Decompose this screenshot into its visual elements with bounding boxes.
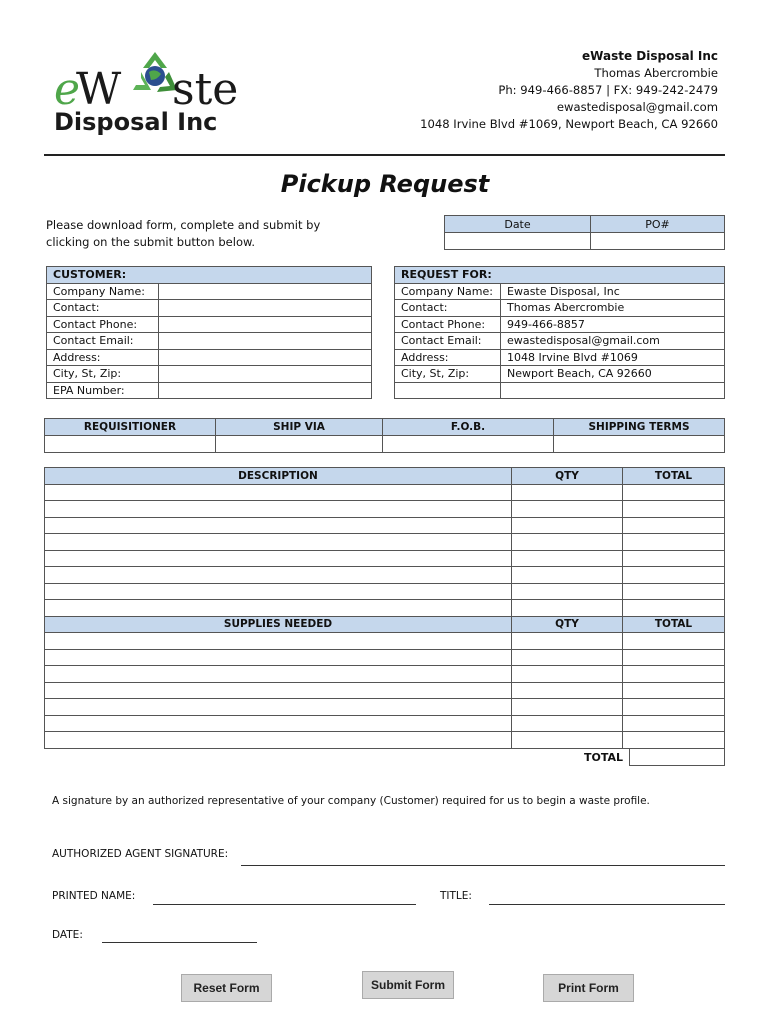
- customer-field-label: Contact Email:: [47, 333, 159, 350]
- supply-description-cell[interactable]: [45, 633, 512, 650]
- supplies-needed-header: SUPPLIES NEEDED: [45, 616, 512, 633]
- item-row: [45, 484, 725, 501]
- customer-header: CUSTOMER:: [47, 267, 372, 284]
- customer-row: [47, 382, 372, 399]
- customer-field-input[interactable]: [159, 300, 372, 317]
- request-for-row: [395, 366, 725, 383]
- supply-row: [45, 666, 725, 683]
- supply-qty-cell[interactable]: [512, 715, 623, 732]
- printed-name-line[interactable]: [153, 904, 416, 905]
- item-description-cell[interactable]: [45, 534, 512, 551]
- customer-field-label: Address:: [47, 349, 159, 366]
- company-info: [420, 48, 718, 133]
- customer-field-input[interactable]: [159, 333, 372, 350]
- customer-field-label: Company Name:: [47, 283, 159, 300]
- customer-row: [47, 316, 372, 333]
- customer-field-label: Contact Phone:: [47, 316, 159, 333]
- request-for-field-value[interactable]: ewastedisposal@gmail.com: [501, 333, 725, 350]
- requisitioner-field[interactable]: [45, 436, 216, 453]
- request-for-table: [394, 266, 725, 399]
- po-field[interactable]: [591, 233, 725, 250]
- request-for-row: [395, 333, 725, 350]
- supply-row: [45, 732, 725, 749]
- request-for-field-value[interactable]: Ewaste Disposal, Inc: [501, 283, 725, 300]
- request-for-field-label: City, St, Zip:: [395, 366, 501, 383]
- item-qty-cell[interactable]: [512, 501, 623, 518]
- item-total-cell[interactable]: [623, 600, 725, 617]
- agent-signature-label: AUTHORIZED AGENT SIGNATURE:: [52, 848, 229, 860]
- customer-row: [47, 366, 372, 383]
- customer-field-input[interactable]: [159, 366, 372, 383]
- item-description-cell[interactable]: [45, 517, 512, 534]
- request-for-field-value[interactable]: 1048 Irvine Blvd #1069: [501, 349, 725, 366]
- supply-row: [45, 633, 725, 650]
- item-qty-cell[interactable]: [512, 517, 623, 534]
- company-name: eWaste Disposal Inc: [582, 49, 718, 63]
- customer-field-label: EPA Number:: [47, 382, 159, 399]
- supplies-qty-header: QTY: [512, 616, 623, 633]
- item-row: [45, 600, 725, 617]
- date-field[interactable]: [445, 233, 591, 250]
- request-for-row: [395, 382, 725, 399]
- customer-field-input[interactable]: [159, 316, 372, 333]
- customer-row: [47, 349, 372, 366]
- supply-qty-cell[interactable]: [512, 666, 623, 683]
- supply-row: [45, 649, 725, 666]
- supply-total-cell[interactable]: [623, 666, 725, 683]
- grand-total-label: TOTAL: [584, 750, 624, 764]
- fob-field[interactable]: [383, 436, 554, 453]
- qty-header: QTY: [512, 468, 623, 485]
- logo-letter-w: W: [76, 64, 122, 115]
- customer-field-input[interactable]: [159, 283, 372, 300]
- requisitioner-header: REQUISITIONER: [45, 419, 216, 436]
- request-for-row: [395, 349, 725, 366]
- supply-qty-cell[interactable]: [512, 649, 623, 666]
- item-qty-cell[interactable]: [512, 550, 623, 567]
- supply-total-cell[interactable]: [623, 715, 725, 732]
- item-description-cell[interactable]: [45, 583, 512, 600]
- supply-total-cell[interactable]: [623, 682, 725, 699]
- item-row: [45, 517, 725, 534]
- po-header: PO#: [591, 216, 725, 233]
- supply-qty-cell[interactable]: [512, 732, 623, 749]
- logo-letters-ste: ste: [172, 64, 239, 115]
- ship-via-header: SHIP VIA: [216, 419, 383, 436]
- company-address: 1048 Irvine Blvd #1069, Newport Beach, CA 92660: [420, 117, 718, 131]
- supply-description-cell[interactable]: [45, 732, 512, 749]
- shipping-terms-field[interactable]: [554, 436, 725, 453]
- request-for-field-value[interactable]: [501, 382, 725, 399]
- supply-row: [45, 682, 725, 699]
- items-table: [44, 467, 725, 749]
- supply-total-cell[interactable]: [623, 633, 725, 650]
- supply-qty-cell[interactable]: [512, 633, 623, 650]
- item-qty-cell[interactable]: [512, 567, 623, 584]
- company-contact: Thomas Abercrombie: [594, 66, 718, 80]
- customer-table: [46, 266, 372, 399]
- request-for-row: [395, 283, 725, 300]
- customer-field-label: Contact:: [47, 300, 159, 317]
- date-po-table: [444, 215, 725, 250]
- request-for-field-label: [395, 382, 501, 399]
- submit-form-button[interactable]: Submit Form: [362, 971, 454, 999]
- customer-field-input[interactable]: [159, 382, 372, 399]
- reset-form-button[interactable]: Reset Form: [181, 974, 272, 1002]
- signature-note: A signature by an authorized representative of your company (Customer) required for us to begin a waste profile.: [52, 795, 650, 807]
- supply-description-cell[interactable]: [45, 699, 512, 716]
- supply-row: [45, 715, 725, 732]
- total-header: TOTAL: [623, 468, 725, 485]
- recycle-icon: [133, 52, 177, 92]
- printed-name-label: PRINTED NAME:: [52, 890, 136, 902]
- item-qty-cell[interactable]: [512, 534, 623, 551]
- grand-total-table: [578, 748, 725, 766]
- request-for-field-value[interactable]: Newport Beach, CA 92660: [501, 366, 725, 383]
- item-row: [45, 550, 725, 567]
- grand-total-field[interactable]: [630, 749, 725, 766]
- supply-description-cell[interactable]: [45, 666, 512, 683]
- supply-qty-cell[interactable]: [512, 699, 623, 716]
- request-for-field-label: Address:: [395, 349, 501, 366]
- logo-disposal-inc: Disposal Inc: [54, 108, 218, 136]
- description-header: DESCRIPTION: [45, 468, 512, 485]
- customer-field-input[interactable]: [159, 349, 372, 366]
- ship-via-field[interactable]: [216, 436, 383, 453]
- customer-row: [47, 283, 372, 300]
- supply-row: [45, 699, 725, 716]
- request-for-row: [395, 316, 725, 333]
- header-divider: [44, 154, 725, 156]
- item-total-cell[interactable]: [623, 567, 725, 584]
- supply-total-cell[interactable]: [623, 699, 725, 716]
- request-for-field-label: Company Name:: [395, 283, 501, 300]
- request-for-row: [395, 300, 725, 317]
- date-header: Date: [445, 216, 591, 233]
- item-description-cell[interactable]: [45, 484, 512, 501]
- date-line[interactable]: [102, 942, 257, 943]
- shipping-table: [44, 418, 725, 453]
- customer-row: [47, 300, 372, 317]
- item-description-cell[interactable]: [45, 501, 512, 518]
- item-row: [45, 583, 725, 600]
- supply-description-cell[interactable]: [45, 649, 512, 666]
- company-email: ewastedisposal@gmail.com: [556, 100, 718, 114]
- item-total-cell[interactable]: [623, 534, 725, 551]
- item-total-cell[interactable]: [623, 484, 725, 501]
- item-row: [45, 501, 725, 518]
- print-form-button[interactable]: Print Form: [543, 974, 634, 1002]
- item-qty-cell[interactable]: [512, 583, 623, 600]
- logo-letter-e: e: [54, 64, 81, 115]
- supply-description-cell[interactable]: [45, 715, 512, 732]
- form-title: Pickup Request: [280, 170, 490, 198]
- shipping-terms-header: SHIPPING TERMS: [554, 419, 725, 436]
- supply-qty-cell[interactable]: [512, 682, 623, 699]
- title-line[interactable]: [489, 904, 725, 905]
- request-for-field-label: Contact Phone:: [395, 316, 501, 333]
- supplies-header-row: [45, 616, 725, 633]
- request-for-field-value[interactable]: 949-466-8857: [501, 316, 725, 333]
- company-phone-fax: Ph: 949-466-8857 | FX: 949-242-2479: [498, 83, 718, 97]
- supplies-total-header: TOTAL: [623, 616, 725, 633]
- instructions-text: Please download form, complete and submit by clicking on the submit button below.: [46, 218, 321, 249]
- request-for-field-value[interactable]: Thomas Abercrombie: [501, 300, 725, 317]
- item-total-cell[interactable]: [623, 583, 725, 600]
- supply-total-cell[interactable]: [623, 649, 725, 666]
- item-total-cell[interactable]: [623, 517, 725, 534]
- customer-field-label: City, St, Zip:: [47, 366, 159, 383]
- fob-header: F.O.B.: [383, 419, 554, 436]
- item-qty-cell[interactable]: [512, 484, 623, 501]
- item-qty-cell[interactable]: [512, 600, 623, 617]
- customer-row: [47, 333, 372, 350]
- date-label: DATE:: [52, 929, 83, 941]
- item-row: [45, 534, 725, 551]
- item-description-cell[interactable]: [45, 600, 512, 617]
- supply-total-cell[interactable]: [623, 732, 725, 749]
- item-total-cell[interactable]: [623, 501, 725, 518]
- agent-signature-line[interactable]: [241, 865, 725, 866]
- item-row: [45, 567, 725, 584]
- title-label: TITLE:: [440, 890, 472, 902]
- request-for-header: REQUEST FOR:: [395, 267, 725, 284]
- request-for-field-label: Contact:: [395, 300, 501, 317]
- company-logo: [52, 46, 267, 138]
- item-description-cell[interactable]: [45, 550, 512, 567]
- request-for-field-label: Contact Email:: [395, 333, 501, 350]
- item-description-cell[interactable]: [45, 567, 512, 584]
- supply-description-cell[interactable]: [45, 682, 512, 699]
- item-total-cell[interactable]: [623, 550, 725, 567]
